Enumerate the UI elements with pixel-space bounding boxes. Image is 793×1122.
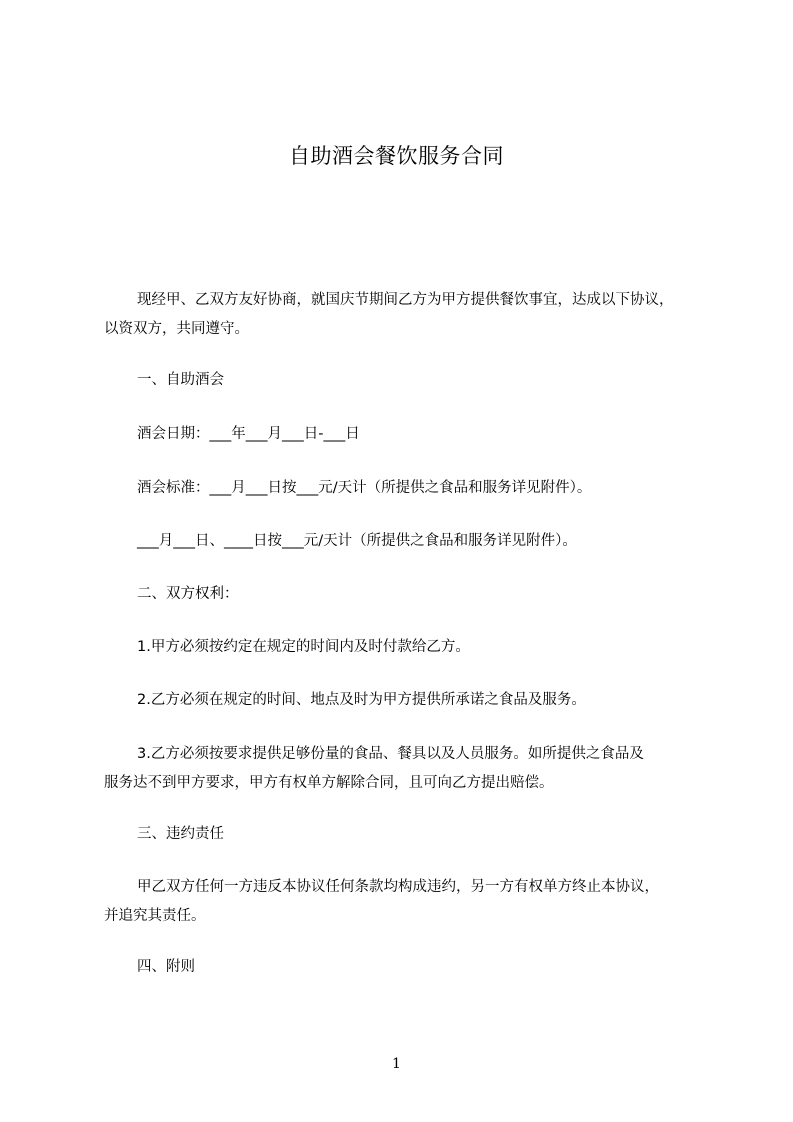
section-4-heading: 四、附则 — [137, 959, 195, 975]
reception-date: 酒会日期：___年___月___日-___日 — [137, 426, 360, 442]
right-item-3 — [104, 740, 704, 798]
section-2-heading: 二、双方权利： — [137, 586, 239, 602]
right-item-2: 2.乙方必须在规定的时间、地点及时为甲方提供所承诺之食品及服务。 — [137, 692, 586, 708]
right-item-1: 1.甲方必须按约定在规定的时间内及时付款给乙方。 — [137, 639, 470, 655]
intro-line-1: 现经甲、乙双方友好协商，就国庆节期间乙方为甲方提供餐饮事宜，达成以下协议， — [137, 292, 674, 308]
right-item-3-line-1: 3.乙方必须按要求提供足够份量的食品、餐具以及人员服务。如所提供之食品及 — [137, 746, 644, 762]
right-item-3-line-2: 服务达不到甲方要求，甲方有权单方解除合同，且可向乙方提出赔偿。 — [104, 775, 554, 791]
section-3-heading: 三、违约责任 — [137, 826, 224, 842]
liability-line-1: 甲乙双方任何一方违反本协议任何条款均构成违约，另一方有权单方终止本协议， — [137, 879, 659, 895]
section-1-heading: 一、自助酒会 — [137, 372, 224, 388]
intro-line-2: 以资双方，共同遵守。 — [104, 321, 249, 337]
reception-standard-1: 酒会标准：___月___日按___元/天计（所提供之食品和服务详见附件）。 — [137, 480, 592, 496]
page-number: 1 — [392, 1056, 401, 1072]
document-title: 自助酒会餐饮服务合同 — [289, 144, 504, 168]
reception-standard-2: ___月___日、____日按___元/天计（所提供之食品和服务详见附件）。 — [137, 533, 577, 549]
intro-paragraph — [104, 286, 704, 344]
liability-line-2: 并追究其责任。 — [104, 908, 206, 924]
liability-paragraph — [104, 873, 704, 931]
